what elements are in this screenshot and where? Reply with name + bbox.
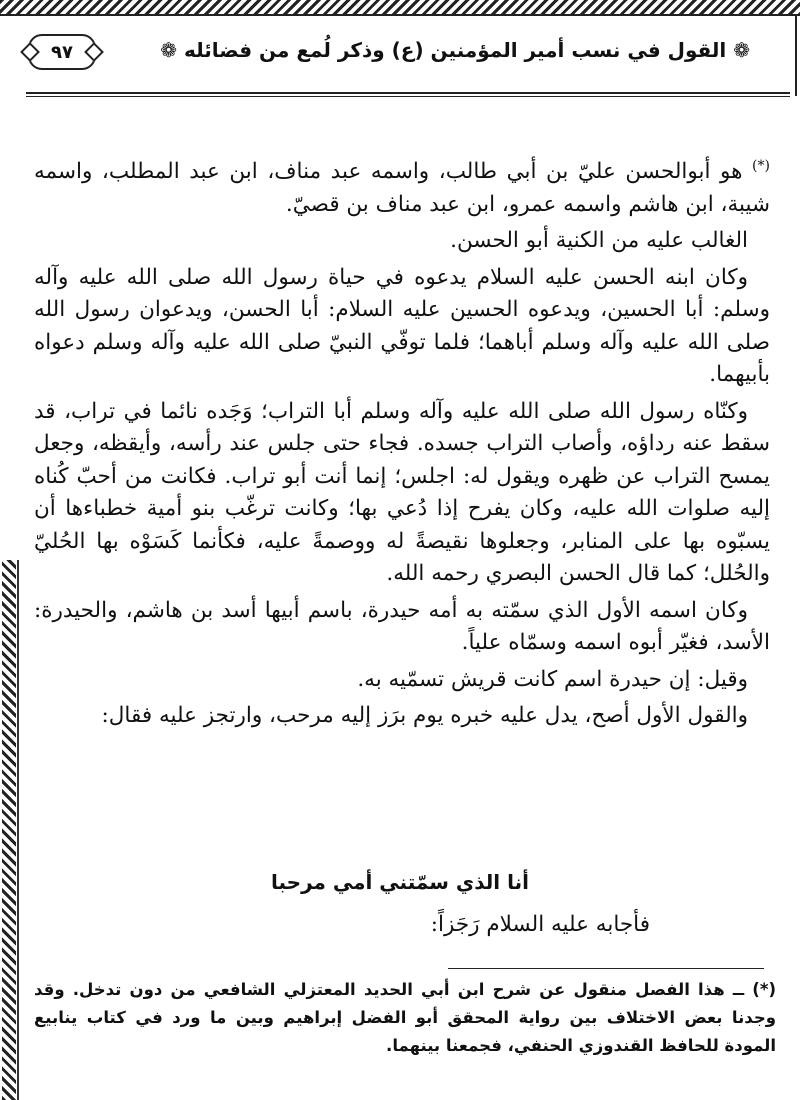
footnote-marker: (*) xyxy=(752,158,770,174)
paragraph-6: وقيل: إن حيدرة اسم كانت قريش تسمّيه به. xyxy=(357,666,748,692)
left-rope-border xyxy=(2,560,16,1100)
header-rule xyxy=(26,92,790,97)
paragraph-4: وكنّاه رسول الله صلى الله عليه وآله وسلم أبا التراب؛ وَجَده نائما في تراب، قد سقط عنه رداؤه، وأصاب التراب جسده. فجاء حتى جلس عند رأسه، وأيقظه، وجعل يمسح التراب عن ظهره ويقول له: اجلس؛ إنما أنت أبو تراب. فكانت من أحبّ كُناه إليه صلوات الله عليه، وكان يفرح إذا دُعي بها؛ وكانت ترغّب بنو أمية خطباءها أن يسبّوه بها على المنابر، وجعلوها نقيصةً له ووصمةً عليه، فكأنما كَسَوْه بها الحُليّ والحُلل؛ كما قال الحسن البصري رحمه الله. xyxy=(34,398,770,587)
paragraph-2: الغالب عليه من الكنية أبو الحسن. xyxy=(450,228,748,254)
after-verse-line: فأجابه عليه السلام رَجَزاً: xyxy=(430,912,650,937)
chapter-title: ❁ القول في نسب أمير المؤمنين (ع) وذكر لُمع من فضائله ❁ xyxy=(160,38,750,62)
footnote-separator xyxy=(448,968,764,969)
paragraph-7: والقول الأول أصح، يدل عليه خبره يوم برَز إليه مرحب، وارتجز عليه فقال: xyxy=(101,703,748,729)
page-number: ٩٧ xyxy=(28,34,96,70)
left-margin-rule xyxy=(17,560,19,1100)
paragraph-1: (*) هو أبوالحسن عليّ بن أبي طالب، واسمه عبد مناف، ابن عبد المطلب، واسمه شيبة، ابن هاشم واسمه عمرو، ابن عبد مناف بن قصيّ. xyxy=(34,158,770,217)
top-rope-border xyxy=(0,0,800,14)
paragraph-5: وكان اسمه الأول الذي سمّته به أمه حيدرة، باسم أبيها أسد بن هاشم، والحيدرة: الأسد، فغيّر أبوه اسمه وسمّاه علياً. xyxy=(34,597,770,656)
paragraph-3: وكان ابنه الحسن عليه السلام يدعوه في حياة رسول الله صلى الله عليه وآله وسلم: أبا الحسين، ويدعوه الحسين عليه السلام: أبا الحسن، ويدعوان رسول الله صلى الله عليه وآله وسلم أباهما؛ فلما توفّي النبيّ صلى الله عليه وآله وسلم دعواه بأبيهما. xyxy=(34,264,770,388)
running-header xyxy=(20,22,790,92)
header-frame-line xyxy=(795,14,797,96)
body-text xyxy=(34,150,770,737)
verse-line: أنا الذي سمّتني أمي مرحبا xyxy=(271,870,529,894)
footnote: (*) ــ هذا الفصل منقول عن شرح ابن أبي الحديد المعتزلي الشافعي من دون تدخل. وقد وجدنا بعض الاختلاف بين رواية المحقق أبو الفضل إبراهيم وبين ما ورد في كتاب ينابيع المودة للحافظ القندوزي الحنفي، فجمعنا بينهما. xyxy=(34,980,776,1055)
